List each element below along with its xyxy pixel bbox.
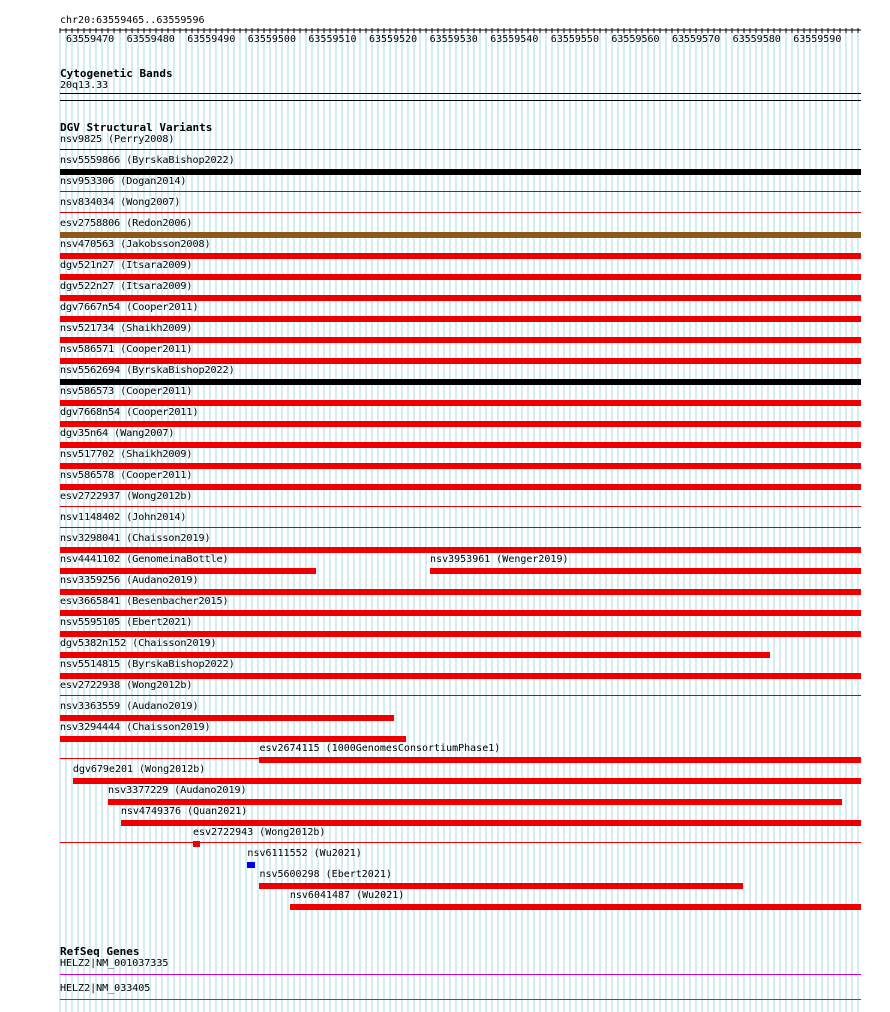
gene-line[interactable] — [60, 999, 861, 1000]
sv-bar[interactable] — [60, 610, 861, 616]
sv-label[interactable]: nsv3298041 (Chaisson2019) — [60, 533, 211, 544]
sv-label[interactable]: nsv586571 (Cooper2011) — [60, 344, 193, 355]
sv-line[interactable] — [60, 695, 861, 696]
sv-bar[interactable] — [60, 442, 861, 448]
sv-bar[interactable] — [60, 568, 316, 574]
sv-bar[interactable] — [73, 778, 861, 784]
sv-bar[interactable] — [259, 757, 861, 763]
cytobands-title: Cytogenetic Bands — [60, 67, 173, 80]
sv-label[interactable]: dgv7667n54 (Cooper2011) — [60, 302, 199, 313]
sv-bar[interactable] — [60, 421, 861, 427]
sv-bar[interactable] — [60, 484, 861, 490]
ruler-tick-label: 63559580 — [732, 34, 781, 45]
sv-bar[interactable] — [60, 169, 861, 175]
sv-bar[interactable] — [60, 379, 861, 385]
ruler-tick-label: 63559510 — [308, 34, 357, 45]
sv-label[interactable]: dgv521n27 (Itsara2009) — [60, 260, 193, 271]
ruler-tick-label: 63559570 — [672, 34, 721, 45]
sv-bar[interactable] — [193, 841, 200, 847]
sv-bar[interactable] — [60, 673, 861, 679]
sv-bar[interactable] — [60, 232, 861, 238]
sv-label[interactable]: nsv3953961 (Wenger2019) — [430, 554, 569, 565]
sv-bar[interactable] — [259, 883, 743, 889]
sv-label[interactable]: nsv1148402 (John2014) — [60, 512, 187, 523]
sv-label[interactable]: nsv9825 (Perry2008) — [60, 134, 175, 145]
sv-label[interactable]: nsv5562694 (ByrskaBishop2022) — [60, 365, 235, 376]
sv-line[interactable] — [60, 842, 861, 843]
ruler-tick-label: 63559540 — [490, 34, 539, 45]
sv-bar[interactable] — [60, 715, 394, 721]
sv-bar[interactable] — [430, 568, 861, 574]
sv-bar[interactable] — [60, 631, 861, 637]
sv-label[interactable]: nsv6041487 (Wu2021) — [289, 890, 405, 901]
sv-line[interactable] — [60, 527, 861, 528]
sv-label[interactable]: nsv6111552 (Wu2021) — [247, 848, 362, 859]
sv-bar[interactable] — [60, 547, 861, 553]
sv-label[interactable]: nsv953306 (Dogan2014) — [60, 176, 187, 187]
ruler-tick-label: 63559530 — [429, 34, 478, 45]
sv-bar[interactable] — [108, 799, 842, 805]
sv-line[interactable] — [60, 212, 861, 213]
ruler-tick-label: 63559470 — [66, 34, 115, 45]
gene-line[interactable] — [60, 974, 861, 975]
sv-label[interactable]: nsv3294444 (Chaisson2019) — [60, 722, 211, 733]
sv-label[interactable]: nsv5559866 (ByrskaBishop2022) — [60, 155, 235, 166]
sv-label[interactable]: dgv35n64 (Wang2007) — [60, 428, 175, 439]
dgv-title: DGV Structural Variants — [60, 121, 213, 134]
sv-line[interactable] — [60, 506, 861, 507]
refseq-title: RefSeq Genes — [60, 945, 140, 958]
ruler-tick-label: 63559490 — [187, 34, 236, 45]
sv-label[interactable]: nsv586578 (Cooper2011) — [60, 470, 193, 481]
sv-label[interactable]: dgv679e201 (Wong2012b) — [72, 764, 206, 775]
sv-label[interactable]: dgv7668n54 (Cooper2011) — [60, 407, 199, 418]
sv-label[interactable]: nsv4441102 (GenomeinaBottle) — [60, 554, 229, 565]
sv-label[interactable]: nsv3363559 (Audano2019) — [60, 701, 199, 712]
sv-bar[interactable] — [247, 862, 254, 868]
sv-bar[interactable] — [60, 274, 861, 280]
cytoband-line — [60, 93, 861, 94]
sv-bar[interactable] — [60, 736, 406, 742]
sv-bar[interactable] — [60, 337, 861, 343]
sv-label[interactable]: esv2674115 (1000GenomesConsortiumPhase1) — [259, 743, 501, 754]
sv-label[interactable]: nsv470563 (Jakobsson2008) — [60, 239, 211, 250]
sv-label[interactable]: nsv3377229 (Audano2019) — [108, 785, 247, 796]
sv-label[interactable]: nsv834034 (Wong2007) — [60, 197, 181, 208]
sv-bar[interactable] — [60, 400, 861, 406]
sv-label[interactable]: nsv5514815 (ByrskaBishop2022) — [60, 659, 235, 670]
sv-bar[interactable] — [60, 253, 861, 259]
sv-label[interactable]: nsv3359256 (Audano2019) — [60, 575, 199, 586]
sv-label[interactable]: esv2722938 (Wong2012b) — [60, 680, 193, 691]
sv-bar[interactable] — [290, 904, 861, 910]
gene-label[interactable]: HELZ2|NM_033405 — [60, 983, 151, 994]
sv-bar[interactable] — [60, 463, 861, 469]
cytoband-label: 20q13.33 — [60, 80, 109, 91]
sv-label[interactable]: esv2722943 (Wong2012b) — [192, 827, 326, 838]
ruler-tick-label: 63559500 — [247, 34, 296, 45]
sv-label[interactable]: dgv522n27 (Itsara2009) — [60, 281, 193, 292]
sv-label[interactable]: nsv5600298 (Ebert2021) — [259, 869, 392, 880]
gene-label[interactable]: HELZ2|NM_001037335 — [60, 958, 169, 969]
sv-label[interactable]: nsv5595105 (Ebert2021) — [60, 617, 193, 628]
sv-label[interactable]: nsv521734 (Shaikh2009) — [60, 323, 193, 334]
sv-label[interactable]: dgv5382n152 (Chaisson2019) — [60, 638, 217, 649]
sv-line[interactable] — [60, 191, 861, 192]
sv-label[interactable]: esv2722937 (Wong2012b) — [60, 491, 193, 502]
sv-bar[interactable] — [60, 358, 861, 364]
sv-bar[interactable] — [60, 589, 861, 595]
ruler-tick-label: 63559590 — [793, 34, 842, 45]
sv-label[interactable]: esv2758806 (Redon2006) — [60, 218, 193, 229]
sv-bar[interactable] — [121, 820, 861, 826]
sv-bar[interactable] — [60, 316, 861, 322]
track-separator — [60, 100, 861, 101]
sv-line[interactable] — [60, 149, 861, 150]
sv-label[interactable]: nsv586573 (Cooper2011) — [60, 386, 193, 397]
ruler-tick-label: 63559550 — [550, 34, 599, 45]
ruler-region-label: chr20:63559465..63559596 — [60, 15, 205, 26]
ruler-tick-label: 63559520 — [369, 34, 418, 45]
sv-label[interactable]: nsv517702 (Shaikh2009) — [60, 449, 193, 460]
sv-label[interactable]: nsv4749376 (Quan2021) — [120, 806, 248, 817]
ruler-tick-label: 63559480 — [126, 34, 175, 45]
ruler-tick-label: 63559560 — [611, 34, 660, 45]
sv-bar[interactable] — [60, 652, 770, 658]
sv-bar[interactable] — [60, 295, 861, 301]
sv-label[interactable]: esv3665841 (Besenbacher2015) — [60, 596, 229, 607]
